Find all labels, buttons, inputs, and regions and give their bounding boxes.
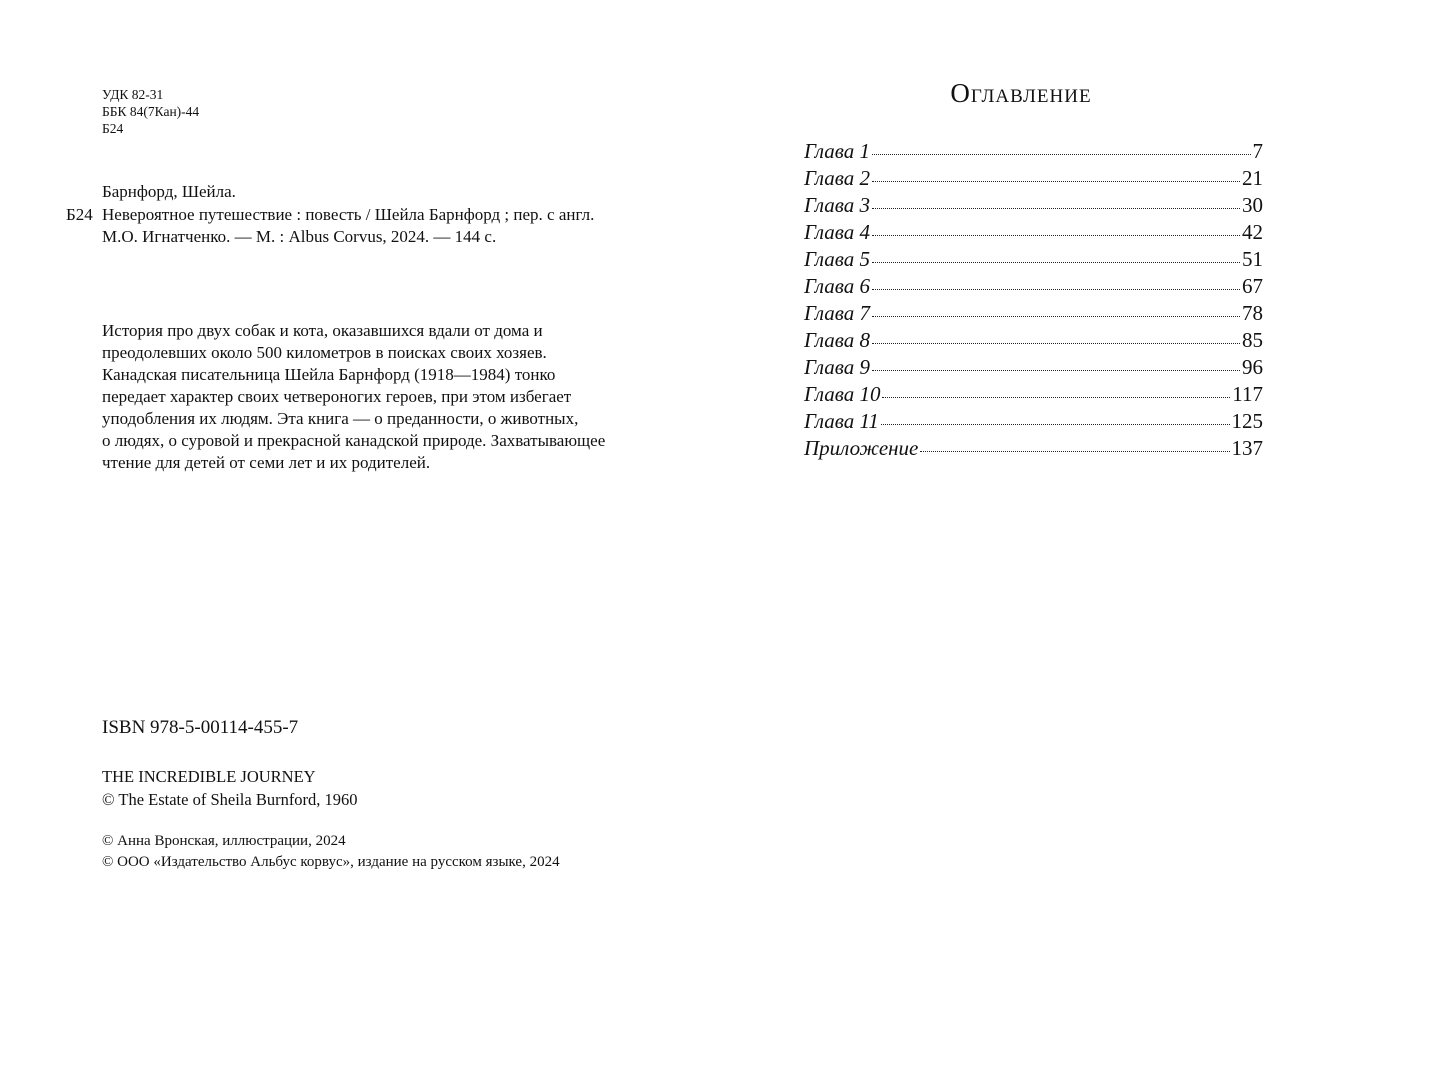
toc-entry[interactable] [804, 355, 1263, 382]
toc-leader [872, 154, 1251, 155]
biblio-line: Барнфорд, Шейла. [102, 182, 236, 201]
bibliographic-record [66, 181, 702, 249]
toc-label: Глава 4 [804, 220, 870, 244]
toc-leader [920, 451, 1229, 452]
toc-label: Глава 8 [804, 328, 870, 352]
biblio-line: М.О. Игнатченко. — М. : Albus Corvus, 2024. — 144 с. [102, 227, 497, 246]
toc-entry[interactable] [804, 382, 1263, 409]
author-sign: Б24 [102, 121, 124, 136]
table-of-contents [804, 139, 1263, 463]
toc-page-number: 96 [1242, 355, 1263, 379]
toc-page-number: 30 [1242, 193, 1263, 217]
toc-leader [872, 316, 1240, 317]
toc-entry[interactable] [804, 436, 1263, 463]
toc-entry[interactable] [804, 193, 1263, 220]
toc-page-number: 85 [1242, 328, 1263, 352]
toc-leader [872, 289, 1240, 290]
isbn: ISBN 978-5-00114-455-7 [102, 717, 299, 738]
original-edition [102, 766, 358, 811]
annotation-line: чтение для детей от семи лет и их родителей. [102, 453, 431, 472]
toc-leader [872, 181, 1240, 182]
annotation [102, 320, 702, 474]
toc-label: Приложение [804, 436, 919, 460]
toc-label: Глава 5 [804, 247, 870, 271]
toc-entry[interactable] [804, 247, 1263, 274]
toc-entry[interactable] [804, 409, 1263, 436]
copyright-line: © Анна Вронская, иллюстрации, 2024 [102, 833, 346, 849]
toc-leader [882, 397, 1230, 398]
toc-leader [872, 370, 1240, 371]
toc-page-number: 67 [1242, 274, 1263, 298]
toc-label: Глава 3 [804, 193, 870, 217]
bbk-code: ББК 84(7Кан)-44 [102, 104, 200, 119]
annotation-line: История про двух собак и кота, оказавшихся вдали от дома и [102, 321, 543, 340]
toc-title: Оглавление [950, 78, 1092, 108]
annotation-line: преодолевших около 500 километров в поисках своих хозяев. [102, 343, 547, 362]
toc-page-number: 137 [1231, 436, 1263, 460]
toc-leader [872, 343, 1240, 344]
toc-entry[interactable] [804, 220, 1263, 247]
annotation-line: о людях, о суровой и прекрасной канадской природе. Захватывающее [102, 431, 606, 450]
toc-entry[interactable] [804, 274, 1263, 301]
toc-page-number: 125 [1231, 409, 1263, 433]
right-page [716, 0, 1433, 1075]
toc-label: Глава 1 [804, 139, 870, 163]
classification-codes [102, 86, 199, 137]
udk-code: УДК 82-31 [102, 87, 164, 102]
toc-page-number: 21 [1242, 166, 1263, 190]
author-mark: Б24 [66, 204, 93, 224]
toc-page-number: 7 [1252, 139, 1263, 163]
toc-label: Глава 2 [804, 166, 870, 190]
toc-label: Глава 7 [804, 301, 870, 325]
annotation-line: передает характер своих четвероногих героев, при этом избегает [102, 387, 572, 406]
toc-entry[interactable] [804, 166, 1263, 193]
left-page [0, 0, 716, 1075]
toc-entry[interactable] [804, 328, 1263, 355]
original-title: THE INCREDIBLE JOURNEY [102, 767, 316, 786]
copyrights [102, 831, 560, 872]
biblio-line: Невероятное путешествие : повесть / Шейла Барнфорд ; пер. с англ. [102, 204, 595, 224]
annotation-line: Канадская писательница Шейла Барнфорд (1918—1984) тонко [102, 365, 556, 384]
toc-label: Глава 6 [804, 274, 870, 298]
toc-label: Глава 11 [804, 409, 879, 433]
original-copyright: © The Estate of Sheila Burnford, 1960 [102, 789, 358, 809]
toc-entry[interactable] [804, 301, 1263, 328]
toc-leader [872, 235, 1240, 236]
toc-page-number: 117 [1232, 382, 1263, 406]
toc-page-number: 42 [1242, 220, 1263, 244]
toc-page-number: 51 [1242, 247, 1263, 271]
toc-page-number: 78 [1242, 301, 1263, 325]
annotation-line: уподобления их людям. Эта книга — о преданности, о животных, [102, 409, 579, 428]
toc-entry[interactable] [804, 139, 1263, 166]
toc-label: Глава 9 [804, 355, 870, 379]
toc-leader [872, 208, 1240, 209]
toc-leader [881, 424, 1230, 425]
toc-label: Глава 10 [804, 382, 881, 406]
toc-leader [872, 262, 1240, 263]
copyright-line: © ООО «Издательство Альбус корвус», издание на русском языке, 2024 [102, 853, 560, 870]
